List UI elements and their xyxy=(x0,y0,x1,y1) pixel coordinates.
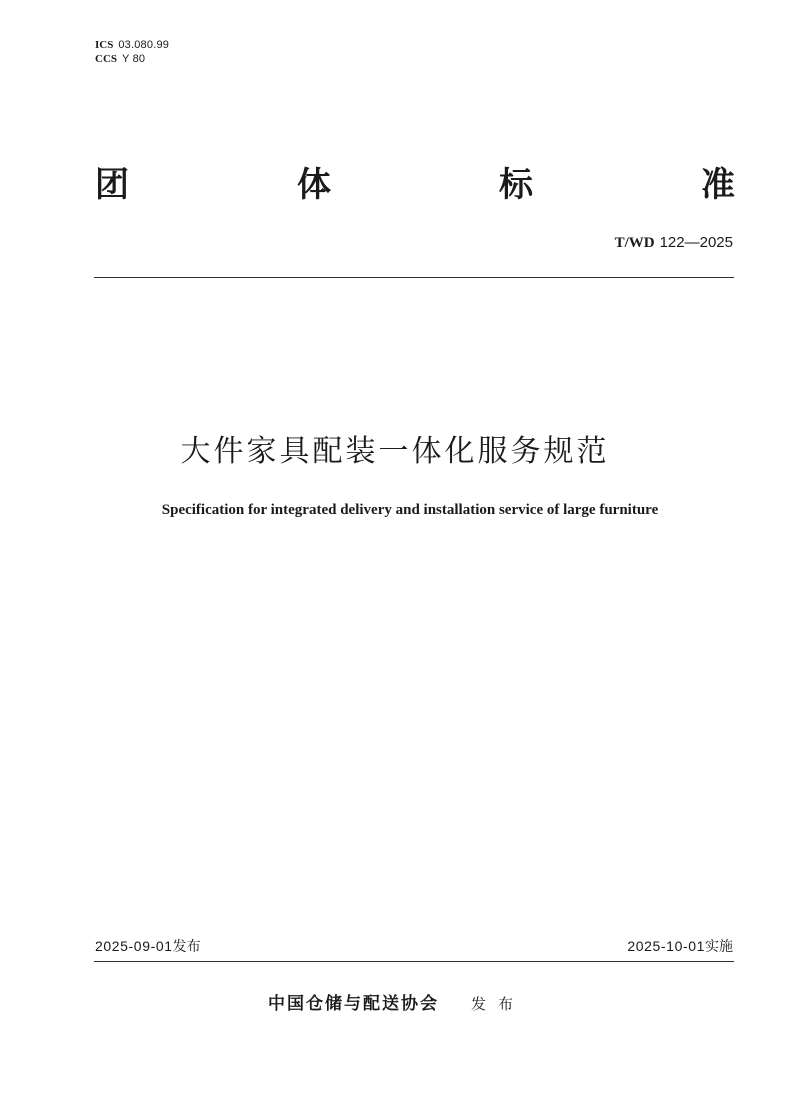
ccs-row xyxy=(95,52,169,66)
header-divider xyxy=(94,277,734,278)
ics-label: ICS xyxy=(95,39,114,51)
standard-type-heading xyxy=(95,162,735,208)
standard-number xyxy=(615,233,733,252)
ics-code: 03.080.99 xyxy=(118,39,170,51)
standard-type-char: 标 xyxy=(499,165,533,205)
implementation-date-label: 实施 xyxy=(705,939,733,955)
publisher-name: 中国仓储与配送协会 xyxy=(268,994,439,1014)
ics-row xyxy=(95,38,169,52)
publisher-action: 发布 xyxy=(471,995,526,1013)
standard-number-code: 122—2025 xyxy=(659,234,733,251)
standard-number-prefix: T/WD xyxy=(614,235,655,251)
standard-type-char: 准 xyxy=(701,165,735,205)
publisher-line xyxy=(268,991,525,1017)
classification-codes xyxy=(95,38,169,66)
document-title-english: Specification for integrated delivery and installation service of large furniture xyxy=(161,502,659,518)
release-date-label: 发布 xyxy=(172,939,201,955)
release-date xyxy=(95,936,201,957)
footer-divider xyxy=(94,961,734,962)
implementation-date xyxy=(627,936,733,957)
standard-type-char: 团 xyxy=(95,165,129,205)
release-date-value: 2025-09-01 xyxy=(95,938,173,954)
ccs-code: Y 80 xyxy=(122,53,146,65)
standard-type-char: 体 xyxy=(297,165,331,205)
implementation-date-value: 2025-10-01 xyxy=(627,938,705,954)
document-title-chinese: 大件家具配装一体化服务规范 xyxy=(180,434,610,469)
ccs-label: CCS xyxy=(95,53,118,65)
